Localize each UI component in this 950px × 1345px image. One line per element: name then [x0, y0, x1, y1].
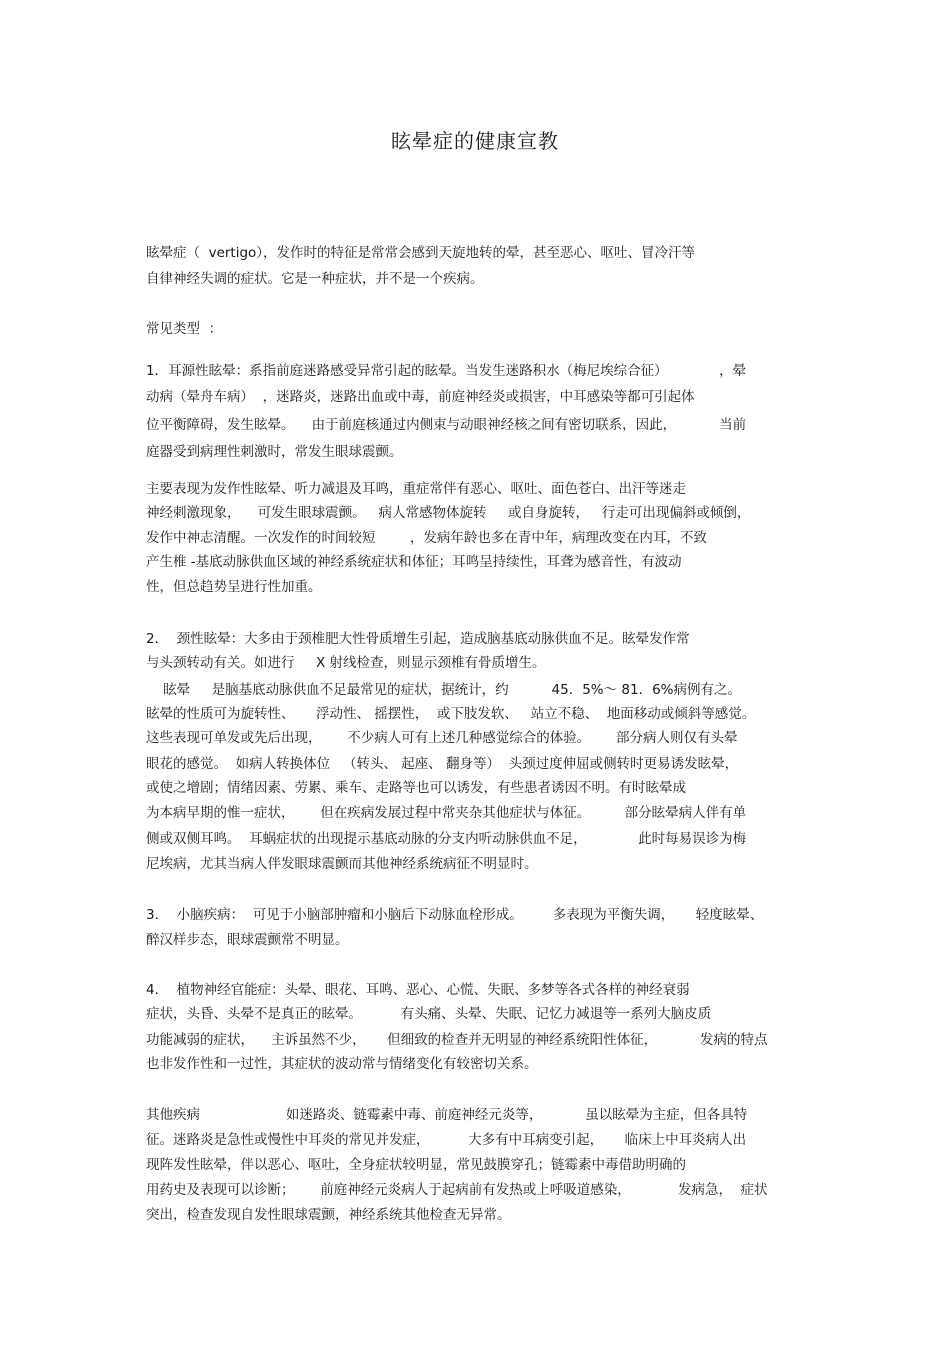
body-line: 位平衡障碍，发生眩晕。 由于前庭核通过内侧束与动眼神经核之间有密切联系，因此， 当前 [146, 417, 747, 433]
body-line: 2． 颈性眩晕：大多由于颈椎肥大性骨质增生引起，造成脑基底动脉供血不足。眩晕发作常 [146, 631, 690, 647]
body-line: 1．耳源性眩晕：系指前庭迷路感受异常引起的眩晕。当发生迷路积水（梅尼埃综合征） ，晕 [146, 363, 747, 379]
body-line: 与头颈转动有关。如进行 X 射线检查，则显示颈椎有骨质增生。 [146, 655, 546, 671]
body-line: 主要表现为发作性眩晕、听力减退及耳鸣，重症常伴有恶心、呕吐、面色苍白、出汗等迷走 [146, 481, 686, 497]
body-line: 性，但总趋势呈进行性加重。 [146, 579, 322, 595]
section-heading: 常见类型 ： [146, 321, 223, 337]
body-line: 突出，检查发现自发性眼球震颤，神经系统其他检查无异常。 [146, 1207, 511, 1223]
body-line: 眩晕的性质可为旋转性、 浮动性、 摇摆性， 或下肢发软、 站立不稳、 地面移动或倾斜等感觉。 [146, 706, 756, 722]
body-line: 眩晕 是脑基底动脉供血不足最常见的症状，据统计，约 45．5%～ 81．6%病例有之。 [146, 682, 742, 698]
body-line: 征。迷路炎是急性或慢性中耳炎的常见并发症， 大多有中耳病变引起， 临床上中耳炎病人出 [146, 1132, 747, 1148]
body-line: 其他疾病 如迷路炎、链霉素中毒、前庭神经元炎等， 虽以眩晕为主症，但各具特 [146, 1107, 748, 1123]
body-line: 眩晕症（ vertigo），发作时的特征是常常会感到天旋地转的晕，甚至恶心、呕吐、冒冷汗等 [146, 245, 696, 261]
body-line: 用药史及表现可以诊断； 前庭神经元炎病人于起病前有发热或上呼吸道感染， 发病急， 症状 [146, 1182, 768, 1198]
page-title: 眩晕症的健康宣教 [391, 129, 559, 153]
body-line: 自律神经失调的症状。它是一种症状，并不是一个疾病。 [146, 271, 484, 287]
body-line: 眼花的感觉。 如病人转换体位 （转头、 起座、 翻身等） 头颈过度伸屈或侧转时更易诱发眩晕， [146, 756, 739, 772]
body-line: 现阵发性眩晕，伴以恶心、呕吐，全身症状较明显，常见鼓膜穿孔；链霉素中毒借助明确的 [146, 1157, 686, 1173]
body-line: 尼埃病，尤其当病人伴发眼球震颤而其他神经系统病征不明显时。 [146, 856, 538, 872]
body-line: 功能减弱的症状， 主诉虽然不少， 但细致的检查并无明显的神经系统阳性体征， 发病的特点 [146, 1032, 768, 1048]
body-line: 醉汉样步态，眼球震颤常不明显。 [146, 932, 349, 948]
body-line: 庭器受到病理性刺激时，常发生眼球震颤。 [146, 444, 403, 460]
body-line: 产生椎 -基底动脉供血区域的神经系统症状和体征；耳鸣呈持续性，耳聋为感音性，有波动 [146, 554, 682, 570]
body-line: 或使之增剧；情绪因素、劳累、乘车、走路等也可以诱发，有些患者诱因不明。有时眩晕成 [146, 780, 686, 796]
body-line: 侧或双侧耳鸣。 耳蜗症状的出现提示基底动脉的分支内听动脉供血不足， 此时每易误诊为梅 [146, 831, 747, 847]
body-line: 发作中神志清醒。一次发作的时间较短 ，发病年龄也多在青中年，病理改变在内耳，不致 [146, 530, 707, 546]
body-line: 为本病早期的惟一症状， 但在疾病发展过程中常夹杂其他症状与体征。 部分眩晕病人伴有单 [146, 805, 747, 821]
body-line: 动病（晕舟车病） ，迷路炎，迷路出血或中毒，前庭神经炎或损害，中耳感染等都可引起体 [146, 389, 695, 405]
body-line: 这些表现可单发或先后出现， 不少病人可有上述几种感觉综合的体验。 部分病人则仅有头晕 [146, 730, 738, 746]
body-line: 3． 小脑疾病： 可见于小脑部肿瘤和小脑后下动脉血栓形成。 多表现为平衡失调， 轻度眩晕、 [146, 907, 764, 923]
body-line: 4． 植物神经官能症：头晕、眼花、耳鸣、恶心、心慌、失眠、多梦等各式各样的神经衰弱 [146, 982, 690, 998]
body-line: 神经刺激现象， 可发生眼球震颤。 病人常感物体旋转 或自身旋转， 行走可出现偏斜或倾倒， [146, 505, 751, 521]
body-line: 也非发作性和一过性，其症状的波动常与情绪变化有较密切关系。 [146, 1056, 538, 1072]
body-line: 症状，头昏、头晕不是真正的眩晕。 有头痛、头晕、失眠、记忆力减退等一系列大脑皮质 [146, 1006, 712, 1022]
